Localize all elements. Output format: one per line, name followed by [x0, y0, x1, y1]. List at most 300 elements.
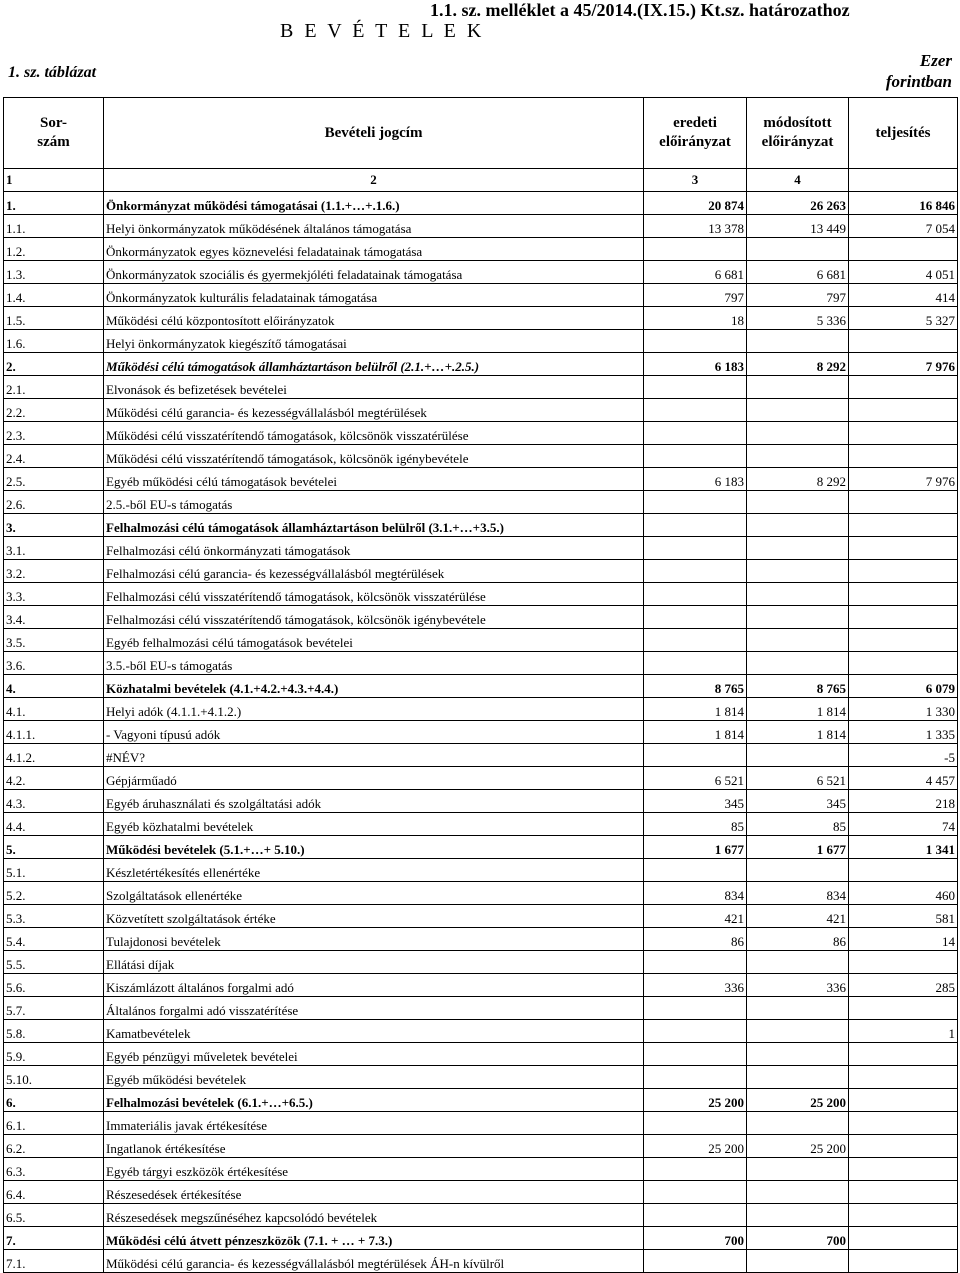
- table-row: [4, 399, 958, 422]
- row-number: 6.2.: [4, 1135, 104, 1158]
- table-row: [4, 307, 958, 330]
- row-modositott: 797: [747, 284, 849, 307]
- table-row: [4, 767, 958, 790]
- row-title: - Vagyoni típusú adók: [104, 721, 644, 744]
- row-title: 3.5.-ből EU-s támogatás: [104, 652, 644, 675]
- row-modositott: 1 677: [747, 836, 849, 859]
- row-title: Kiszámlázott általános forgalmi adó: [104, 974, 644, 997]
- row-number: 2.6.: [4, 491, 104, 514]
- row-teljesites: [849, 583, 958, 606]
- row-teljesites: [849, 1112, 958, 1135]
- row-number: 1.: [4, 192, 104, 215]
- row-modositott: 834: [747, 882, 849, 905]
- row-eredeti: [644, 422, 747, 445]
- row-eredeti: 20 874: [644, 192, 747, 215]
- row-teljesites: [849, 997, 958, 1020]
- row-teljesites: 285: [849, 974, 958, 997]
- row-number: 6.1.: [4, 1112, 104, 1135]
- row-teljesites: [849, 491, 958, 514]
- row-teljesites: 74: [849, 813, 958, 836]
- row-number: 5.7.: [4, 997, 104, 1020]
- table-row: [4, 1089, 958, 1112]
- row-modositott: [747, 238, 849, 261]
- row-eredeti: [644, 445, 747, 468]
- document-title: B E V É T E L E K: [280, 20, 485, 42]
- table-row: [4, 1066, 958, 1089]
- row-number: 1.6.: [4, 330, 104, 353]
- table-row: [4, 721, 958, 744]
- table-row: [4, 422, 958, 445]
- row-modositott: [747, 1181, 849, 1204]
- row-eredeti: [644, 1181, 747, 1204]
- row-number: 5.: [4, 836, 104, 859]
- row-modositott: [747, 399, 849, 422]
- row-title: Működési célú garancia- és kezességvállalásból megtérülések: [104, 399, 644, 422]
- row-teljesites: 7 054: [849, 215, 958, 238]
- row-modositott: [747, 1020, 849, 1043]
- row-teljesites: 218: [849, 790, 958, 813]
- table-row: [4, 928, 958, 951]
- row-number: 7.1.: [4, 1250, 104, 1273]
- row-title: Általános forgalmi adó visszatérítése: [104, 997, 644, 1020]
- row-title: #NÉV?: [104, 744, 644, 767]
- row-modositott: [747, 422, 849, 445]
- row-eredeti: 25 200: [644, 1135, 747, 1158]
- row-title: Helyi önkormányzatok működésének általános támogatása: [104, 215, 644, 238]
- row-modositott: [747, 560, 849, 583]
- row-modositott: [747, 1066, 849, 1089]
- row-title: Egyéb közhatalmi bevételek: [104, 813, 644, 836]
- row-eredeti: [644, 376, 747, 399]
- row-title: Ingatlanok értékesítése: [104, 1135, 644, 1158]
- row-modositott: 421: [747, 905, 849, 928]
- row-number: 1.4.: [4, 284, 104, 307]
- col-number-2: 2: [104, 169, 644, 192]
- row-title: Egyéb felhalmozási célú támogatások bevételei: [104, 629, 644, 652]
- annex-reference: 1.1. sz. melléklet a 45/2014.(IX.15.) Kt.sz. határozathoz: [430, 0, 850, 20]
- row-number: 3.6.: [4, 652, 104, 675]
- row-teljesites: 4 457: [849, 767, 958, 790]
- column-header-row: [4, 98, 958, 169]
- row-eredeti: 345: [644, 790, 747, 813]
- col-number-5: [849, 169, 958, 192]
- row-eredeti: 6 183: [644, 353, 747, 376]
- row-teljesites: [849, 514, 958, 537]
- row-number: 4.2.: [4, 767, 104, 790]
- table-row: [4, 1043, 958, 1066]
- row-number: 4.1.1.: [4, 721, 104, 744]
- row-eredeti: [644, 629, 747, 652]
- row-teljesites: [849, 629, 958, 652]
- row-title: Működési célú visszatérítendő támogatások, kölcsönök visszatérülése: [104, 422, 644, 445]
- row-number: 2.2.: [4, 399, 104, 422]
- row-number: 3.3.: [4, 583, 104, 606]
- row-number: 1.1.: [4, 215, 104, 238]
- row-modositott: [747, 330, 849, 353]
- row-modositott: 700: [747, 1227, 849, 1250]
- row-number: 1.5.: [4, 307, 104, 330]
- col-header-eredeti: eredeti előirányzat: [644, 98, 747, 169]
- row-eredeti: [644, 1020, 747, 1043]
- row-number: 4.: [4, 675, 104, 698]
- row-modositott: [747, 376, 849, 399]
- row-modositott: [747, 1043, 849, 1066]
- row-teljesites: [849, 1227, 958, 1250]
- table-row: [4, 491, 958, 514]
- row-eredeti: 85: [644, 813, 747, 836]
- row-title: Egyéb működési célú támogatások bevételei: [104, 468, 644, 491]
- table-row: [4, 1181, 958, 1204]
- row-modositott: [747, 445, 849, 468]
- row-title: Közhatalmi bevételek (4.1.+4.2.+4.3.+4.4.): [104, 675, 644, 698]
- row-modositott: [747, 1112, 849, 1135]
- row-number: 3.1.: [4, 537, 104, 560]
- table-row: [4, 974, 958, 997]
- table-row: [4, 514, 958, 537]
- table-row: [4, 215, 958, 238]
- row-number: 3.5.: [4, 629, 104, 652]
- row-number: 5.6.: [4, 974, 104, 997]
- row-number: 5.3.: [4, 905, 104, 928]
- table-row: [4, 1020, 958, 1043]
- row-eredeti: 1 814: [644, 698, 747, 721]
- table-row: [4, 560, 958, 583]
- row-title: Felhalmozási célú önkormányzati támogatások: [104, 537, 644, 560]
- row-eredeti: [644, 560, 747, 583]
- row-title: Készletértékesítés ellenértéke: [104, 859, 644, 882]
- row-title: Közvetített szolgáltatások értéke: [104, 905, 644, 928]
- row-teljesites: [849, 537, 958, 560]
- row-modositott: 336: [747, 974, 849, 997]
- column-number-row: [4, 169, 958, 192]
- row-teljesites: [849, 1089, 958, 1112]
- row-eredeti: [644, 744, 747, 767]
- row-eredeti: [644, 1158, 747, 1181]
- table-row: [4, 1250, 958, 1273]
- row-teljesites: [849, 399, 958, 422]
- table-row: [4, 1112, 958, 1135]
- row-number: 4.4.: [4, 813, 104, 836]
- table-row: [4, 261, 958, 284]
- row-teljesites: 1: [849, 1020, 958, 1043]
- row-teljesites: [849, 330, 958, 353]
- row-number: 4.1.: [4, 698, 104, 721]
- row-teljesites: [849, 376, 958, 399]
- row-teljesites: [849, 445, 958, 468]
- table-row: [4, 330, 958, 353]
- row-teljesites: [849, 422, 958, 445]
- row-modositott: 6 681: [747, 261, 849, 284]
- row-teljesites: 7 976: [849, 468, 958, 491]
- row-title: Működési célú átvett pénzeszközök (7.1. + … + 7.3.): [104, 1227, 644, 1250]
- row-title: Felhalmozási célú visszatérítendő támogatások, kölcsönök igénybevétele: [104, 606, 644, 629]
- row-number: 6.4.: [4, 1181, 104, 1204]
- row-eredeti: [644, 1066, 747, 1089]
- col-header-jogcim: Bevételi jogcím: [104, 98, 644, 169]
- row-modositott: [747, 1204, 849, 1227]
- row-eredeti: 336: [644, 974, 747, 997]
- row-number: 5.1.: [4, 859, 104, 882]
- row-modositott: [747, 1158, 849, 1181]
- revenue-table: [3, 97, 958, 1273]
- row-modositott: [747, 652, 849, 675]
- table-row: [4, 951, 958, 974]
- row-modositott: 26 263: [747, 192, 849, 215]
- row-teljesites: [849, 1204, 958, 1227]
- row-title: Helyi adók (4.1.1.+4.1.2.): [104, 698, 644, 721]
- row-title: Önkormányzatok szociális és gyermekjóléti feladatainak támogatása: [104, 261, 644, 284]
- row-eredeti: 6 681: [644, 261, 747, 284]
- row-teljesites: 581: [849, 905, 958, 928]
- row-teljesites: [849, 1066, 958, 1089]
- row-eredeti: [644, 951, 747, 974]
- row-title: Felhalmozási célú garancia- és kezességvállalásból megtérülések: [104, 560, 644, 583]
- row-modositott: [747, 491, 849, 514]
- row-title: Elvonások és befizetések bevételei: [104, 376, 644, 399]
- row-eredeti: [644, 399, 747, 422]
- row-eredeti: 6 521: [644, 767, 747, 790]
- row-number: 7.: [4, 1227, 104, 1250]
- row-modositott: 8 292: [747, 468, 849, 491]
- row-teljesites: [849, 1181, 958, 1204]
- row-modositott: [747, 514, 849, 537]
- row-eredeti: 1 677: [644, 836, 747, 859]
- row-teljesites: [849, 1250, 958, 1273]
- row-modositott: 8 292: [747, 353, 849, 376]
- row-eredeti: [644, 859, 747, 882]
- table-row: [4, 698, 958, 721]
- row-title: Felhalmozási bevételek (6.1.+…+6.5.): [104, 1089, 644, 1112]
- row-eredeti: 1 814: [644, 721, 747, 744]
- table-row: [4, 997, 958, 1020]
- row-number: 5.2.: [4, 882, 104, 905]
- row-title: Önkormányzatok egyes köznevelési feladatainak támogatása: [104, 238, 644, 261]
- row-teljesites: [849, 1043, 958, 1066]
- row-modositott: 25 200: [747, 1089, 849, 1112]
- row-title: Működési bevételek (5.1.+…+ 5.10.): [104, 836, 644, 859]
- row-modositott: [747, 606, 849, 629]
- col-header-sorszam: Sor- szám: [4, 98, 104, 169]
- row-modositott: [747, 997, 849, 1020]
- row-number: 1.3.: [4, 261, 104, 284]
- row-number: 6.5.: [4, 1204, 104, 1227]
- row-modositott: 5 336: [747, 307, 849, 330]
- row-modositott: 345: [747, 790, 849, 813]
- row-number: 5.10.: [4, 1066, 104, 1089]
- row-teljesites: 1 341: [849, 836, 958, 859]
- row-modositott: [747, 951, 849, 974]
- row-number: 2.1.: [4, 376, 104, 399]
- unit-label: [886, 50, 952, 92]
- col-header-modositott: módosított előirányzat: [747, 98, 849, 169]
- row-modositott: 85: [747, 813, 849, 836]
- col-number-1: 1: [4, 169, 104, 192]
- row-title: Szolgáltatások ellenértéke: [104, 882, 644, 905]
- row-modositott: [747, 744, 849, 767]
- row-teljesites: [849, 859, 958, 882]
- table-row: [4, 836, 958, 859]
- col-header-teljesites: teljesítés: [849, 98, 958, 169]
- row-number: 6.3.: [4, 1158, 104, 1181]
- row-teljesites: 6 079: [849, 675, 958, 698]
- row-title: Egyéb működési bevételek: [104, 1066, 644, 1089]
- table-row: [4, 468, 958, 491]
- col-number-4: 4: [747, 169, 849, 192]
- row-teljesites: 1 335: [849, 721, 958, 744]
- row-eredeti: [644, 1250, 747, 1273]
- row-teljesites: 14: [849, 928, 958, 951]
- table-row: [4, 353, 958, 376]
- unit-label-line2: forintban: [885, 72, 952, 91]
- table-row: [4, 629, 958, 652]
- row-eredeti: 700: [644, 1227, 747, 1250]
- row-title: Működési célú támogatások államháztartáson belülről (2.1.+…+.2.5.): [104, 353, 644, 376]
- row-modositott: 1 814: [747, 698, 849, 721]
- row-number: 1.2.: [4, 238, 104, 261]
- row-number: 2.: [4, 353, 104, 376]
- row-eredeti: 86: [644, 928, 747, 951]
- table-row: [4, 376, 958, 399]
- row-title: Részesedések értékesítése: [104, 1181, 644, 1204]
- row-eredeti: 834: [644, 882, 747, 905]
- row-teljesites: 460: [849, 882, 958, 905]
- row-title: Egyéb áruhasználati és szolgáltatási adók: [104, 790, 644, 813]
- row-title: Kamatbevételek: [104, 1020, 644, 1043]
- row-teljesites: [849, 1158, 958, 1181]
- row-eredeti: [644, 583, 747, 606]
- row-number: 2.3.: [4, 422, 104, 445]
- table-row: [4, 652, 958, 675]
- table-row: [4, 905, 958, 928]
- row-eredeti: [644, 1043, 747, 1066]
- col-number-3: 3: [644, 169, 747, 192]
- row-title: Önkormányzatok kulturális feladatainak támogatása: [104, 284, 644, 307]
- row-teljesites: 16 846: [849, 192, 958, 215]
- table-row: [4, 1135, 958, 1158]
- row-eredeti: [644, 606, 747, 629]
- row-number: 4.3.: [4, 790, 104, 813]
- row-eredeti: [644, 1112, 747, 1135]
- table-row: [4, 1227, 958, 1250]
- row-title: Felhalmozási célú támogatások államháztartáson belülről (3.1.+…+3.5.): [104, 514, 644, 537]
- row-teljesites: 4 051: [849, 261, 958, 284]
- row-title: Egyéb tárgyi eszközök értékesítése: [104, 1158, 644, 1181]
- table-row: [4, 583, 958, 606]
- row-title: Működési célú visszatérítendő támogatások, kölcsönök igénybevétele: [104, 445, 644, 468]
- row-eredeti: [644, 491, 747, 514]
- row-title: Egyéb pénzügyi műveletek bevételei: [104, 1043, 644, 1066]
- row-teljesites: 7 976: [849, 353, 958, 376]
- row-eredeti: [644, 652, 747, 675]
- row-number: 3.2.: [4, 560, 104, 583]
- table-row: [4, 192, 958, 215]
- row-teljesites: [849, 951, 958, 974]
- row-number: 3.4.: [4, 606, 104, 629]
- row-eredeti: [644, 238, 747, 261]
- table-number: 1. sz. táblázat: [8, 64, 97, 81]
- row-teljesites: 5 327: [849, 307, 958, 330]
- row-title: Működési célú garancia- és kezességvállalásból megtérülések ÁH-n kívülről: [104, 1250, 644, 1273]
- row-modositott: 86: [747, 928, 849, 951]
- row-teljesites: -5: [849, 744, 958, 767]
- row-modositott: [747, 859, 849, 882]
- table-row: [4, 284, 958, 307]
- unit-label-line1: Ezer: [919, 51, 952, 70]
- row-teljesites: [849, 606, 958, 629]
- row-number: 5.5.: [4, 951, 104, 974]
- row-eredeti: [644, 537, 747, 560]
- row-eredeti: [644, 330, 747, 353]
- row-number: 4.1.2.: [4, 744, 104, 767]
- row-eredeti: 421: [644, 905, 747, 928]
- row-title: Ellátási díjak: [104, 951, 644, 974]
- row-eredeti: 8 765: [644, 675, 747, 698]
- row-title: Önkormányzat működési támogatásai (1.1.+…+.1.6.): [104, 192, 644, 215]
- table-row: [4, 790, 958, 813]
- row-title: Helyi önkormányzatok kiegészítő támogatásai: [104, 330, 644, 353]
- row-modositott: 13 449: [747, 215, 849, 238]
- row-modositott: [747, 629, 849, 652]
- row-number: 2.4.: [4, 445, 104, 468]
- row-number: 5.4.: [4, 928, 104, 951]
- table-row: [4, 606, 958, 629]
- row-eredeti: [644, 997, 747, 1020]
- row-title: Immateriális javak értékesítése: [104, 1112, 644, 1135]
- row-eredeti: [644, 1204, 747, 1227]
- row-eredeti: 25 200: [644, 1089, 747, 1112]
- row-title: Működési célú központosított előirányzatok: [104, 307, 644, 330]
- row-number: 5.8.: [4, 1020, 104, 1043]
- table-row: [4, 1204, 958, 1227]
- table-row: [4, 675, 958, 698]
- row-teljesites: [849, 1135, 958, 1158]
- row-modositott: [747, 1250, 849, 1273]
- row-number: 3.: [4, 514, 104, 537]
- row-teljesites: [849, 238, 958, 261]
- row-eredeti: 797: [644, 284, 747, 307]
- table-row: [4, 1158, 958, 1181]
- table-row: [4, 859, 958, 882]
- row-eredeti: 13 378: [644, 215, 747, 238]
- row-number: 6.: [4, 1089, 104, 1112]
- row-number: 5.9.: [4, 1043, 104, 1066]
- row-title: 2.5.-ből EU-s támogatás: [104, 491, 644, 514]
- row-title: Felhalmozási célú visszatérítendő támogatások, kölcsönök visszatérülése: [104, 583, 644, 606]
- row-modositott: [747, 583, 849, 606]
- row-eredeti: 18: [644, 307, 747, 330]
- row-number: 2.5.: [4, 468, 104, 491]
- row-modositott: [747, 537, 849, 560]
- row-teljesites: 1 330: [849, 698, 958, 721]
- table-row: [4, 238, 958, 261]
- row-title: Gépjárműadó: [104, 767, 644, 790]
- row-teljesites: [849, 652, 958, 675]
- table-row: [4, 537, 958, 560]
- row-modositott: 25 200: [747, 1135, 849, 1158]
- table-row: [4, 445, 958, 468]
- row-eredeti: 6 183: [644, 468, 747, 491]
- row-teljesites: [849, 560, 958, 583]
- table-row: [4, 882, 958, 905]
- row-title: Részesedések megszűnéséhez kapcsolódó bevételek: [104, 1204, 644, 1227]
- row-eredeti: [644, 514, 747, 537]
- row-modositott: 8 765: [747, 675, 849, 698]
- table-row: [4, 813, 958, 836]
- row-modositott: 1 814: [747, 721, 849, 744]
- row-modositott: 6 521: [747, 767, 849, 790]
- row-teljesites: 414: [849, 284, 958, 307]
- row-title: Tulajdonosi bevételek: [104, 928, 644, 951]
